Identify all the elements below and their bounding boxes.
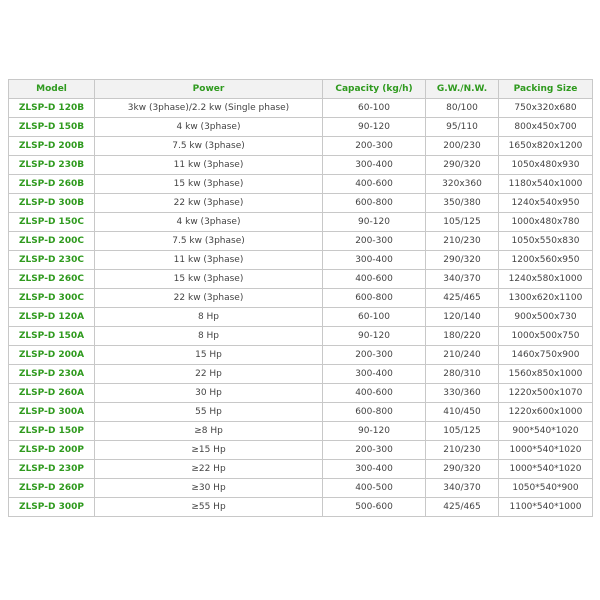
weight-cell: 290/320 <box>426 460 499 479</box>
table-row <box>9 441 593 460</box>
packing-size-cell: 1100*540*1000 <box>499 498 593 517</box>
power-cell: 22 kw (3phase) <box>95 289 323 308</box>
power-cell: 4 kw (3phase) <box>95 213 323 232</box>
model-cell: ZLSP-D 200C <box>9 232 95 251</box>
packing-size-cell: 1220x500x1070 <box>499 384 593 403</box>
capacity-cell: 400-600 <box>323 175 426 194</box>
header-capacity: Capacity (kg/h) <box>323 80 426 99</box>
model-cell: ZLSP-D 260B <box>9 175 95 194</box>
weight-cell: 210/230 <box>426 441 499 460</box>
weight-cell: 425/465 <box>426 498 499 517</box>
model-cell: ZLSP-D 230P <box>9 460 95 479</box>
table-row <box>9 156 593 175</box>
power-cell: 8 Hp <box>95 308 323 327</box>
model-cell: ZLSP-D 300C <box>9 289 95 308</box>
capacity-cell: 90-120 <box>323 213 426 232</box>
table-row <box>9 118 593 137</box>
power-cell: 55 Hp <box>95 403 323 422</box>
power-cell: ≥55 Hp <box>95 498 323 517</box>
header-model: Model <box>9 80 95 99</box>
weight-cell: 330/360 <box>426 384 499 403</box>
weight-cell: 350/380 <box>426 194 499 213</box>
weight-cell: 410/450 <box>426 403 499 422</box>
weight-cell: 210/240 <box>426 346 499 365</box>
model-cell: ZLSP-D 230C <box>9 251 95 270</box>
power-cell: 3kw (3phase)/2.2 kw (Single phase) <box>95 99 323 118</box>
packing-size-cell: 1460x750x900 <box>499 346 593 365</box>
packing-size-cell: 1050*540*900 <box>499 479 593 498</box>
model-cell: ZLSP-D 150P <box>9 422 95 441</box>
packing-size-cell: 1240x580x1000 <box>499 270 593 289</box>
weight-cell: 340/370 <box>426 479 499 498</box>
model-cell: ZLSP-D 260A <box>9 384 95 403</box>
power-cell: 15 kw (3phase) <box>95 175 323 194</box>
table-row <box>9 365 593 384</box>
power-cell: ≥8 Hp <box>95 422 323 441</box>
capacity-cell: 400-600 <box>323 270 426 289</box>
power-cell: 8 Hp <box>95 327 323 346</box>
header-weight: G.W./N.W. <box>426 80 499 99</box>
weight-cell: 105/125 <box>426 422 499 441</box>
table-row <box>9 346 593 365</box>
packing-size-cell: 1000x480x780 <box>499 213 593 232</box>
capacity-cell: 60-100 <box>323 308 426 327</box>
packing-size-cell: 1200x560x950 <box>499 251 593 270</box>
power-cell: 30 Hp <box>95 384 323 403</box>
weight-cell: 280/310 <box>426 365 499 384</box>
packing-size-cell: 1050x480x930 <box>499 156 593 175</box>
table-row <box>9 270 593 289</box>
table-row <box>9 460 593 479</box>
capacity-cell: 90-120 <box>323 422 426 441</box>
header-power: Power <box>95 80 323 99</box>
packing-size-cell: 1220x600x1000 <box>499 403 593 422</box>
packing-size-cell: 900x500x730 <box>499 308 593 327</box>
power-cell: 22 Hp <box>95 365 323 384</box>
power-cell: 4 kw (3phase) <box>95 118 323 137</box>
packing-size-cell: 1560x850x1000 <box>499 365 593 384</box>
table-row <box>9 384 593 403</box>
weight-cell: 80/100 <box>426 99 499 118</box>
spec-table <box>8 79 593 517</box>
model-cell: ZLSP-D 120A <box>9 308 95 327</box>
power-cell: 7.5 kw (3phase) <box>95 137 323 156</box>
power-cell: 15 Hp <box>95 346 323 365</box>
table-row <box>9 251 593 270</box>
capacity-cell: 300-400 <box>323 156 426 175</box>
capacity-cell: 600-800 <box>323 403 426 422</box>
table-row <box>9 289 593 308</box>
model-cell: ZLSP-D 300B <box>9 194 95 213</box>
model-cell: ZLSP-D 260P <box>9 479 95 498</box>
table-row <box>9 232 593 251</box>
packing-size-cell: 1300x620x1100 <box>499 289 593 308</box>
model-cell: ZLSP-D 230B <box>9 156 95 175</box>
packing-size-cell: 1050x550x830 <box>499 232 593 251</box>
capacity-cell: 200-300 <box>323 137 426 156</box>
table-row <box>9 422 593 441</box>
capacity-cell: 500-600 <box>323 498 426 517</box>
table-row <box>9 99 593 118</box>
packing-size-cell: 1000x500x750 <box>499 327 593 346</box>
model-cell: ZLSP-D 150A <box>9 327 95 346</box>
packing-size-cell: 1000*540*1020 <box>499 460 593 479</box>
model-cell: ZLSP-D 120B <box>9 99 95 118</box>
power-cell: 11 kw (3phase) <box>95 251 323 270</box>
model-cell: ZLSP-D 300P <box>9 498 95 517</box>
power-cell: 15 kw (3phase) <box>95 270 323 289</box>
packing-size-cell: 1180x540x1000 <box>499 175 593 194</box>
packing-size-cell: 800x450x700 <box>499 118 593 137</box>
capacity-cell: 600-800 <box>323 194 426 213</box>
packing-size-cell: 1240x540x950 <box>499 194 593 213</box>
weight-cell: 340/370 <box>426 270 499 289</box>
model-cell: ZLSP-D 200A <box>9 346 95 365</box>
weight-cell: 290/320 <box>426 251 499 270</box>
power-cell: ≥22 Hp <box>95 460 323 479</box>
capacity-cell: 300-400 <box>323 460 426 479</box>
capacity-cell: 90-120 <box>323 327 426 346</box>
weight-cell: 320x360 <box>426 175 499 194</box>
table-body <box>9 99 593 517</box>
weight-cell: 210/230 <box>426 232 499 251</box>
weight-cell: 120/140 <box>426 308 499 327</box>
table-row <box>9 194 593 213</box>
table-row <box>9 137 593 156</box>
packing-size-cell: 1000*540*1020 <box>499 441 593 460</box>
table-row <box>9 213 593 232</box>
model-cell: ZLSP-D 150B <box>9 118 95 137</box>
capacity-cell: 300-400 <box>323 251 426 270</box>
model-cell: ZLSP-D 200P <box>9 441 95 460</box>
model-cell: ZLSP-D 200B <box>9 137 95 156</box>
capacity-cell: 200-300 <box>323 346 426 365</box>
weight-cell: 105/125 <box>426 213 499 232</box>
model-cell: ZLSP-D 230A <box>9 365 95 384</box>
capacity-cell: 200-300 <box>323 441 426 460</box>
packing-size-cell: 1650x820x1200 <box>499 137 593 156</box>
weight-cell: 200/230 <box>426 137 499 156</box>
capacity-cell: 400-600 <box>323 384 426 403</box>
weight-cell: 95/110 <box>426 118 499 137</box>
table-row <box>9 498 593 517</box>
capacity-cell: 600-800 <box>323 289 426 308</box>
capacity-cell: 60-100 <box>323 99 426 118</box>
table-row <box>9 327 593 346</box>
model-cell: ZLSP-D 260C <box>9 270 95 289</box>
table-row <box>9 479 593 498</box>
header-packing-size: Packing Size <box>499 80 593 99</box>
table-header-row <box>9 80 593 99</box>
packing-size-cell: 750x320x680 <box>499 99 593 118</box>
weight-cell: 425/465 <box>426 289 499 308</box>
capacity-cell: 400-500 <box>323 479 426 498</box>
weight-cell: 180/220 <box>426 327 499 346</box>
table-row <box>9 175 593 194</box>
capacity-cell: 90-120 <box>323 118 426 137</box>
capacity-cell: 300-400 <box>323 365 426 384</box>
table-row <box>9 403 593 422</box>
power-cell: 22 kw (3phase) <box>95 194 323 213</box>
power-cell: 7.5 kw (3phase) <box>95 232 323 251</box>
weight-cell: 290/320 <box>426 156 499 175</box>
capacity-cell: 200-300 <box>323 232 426 251</box>
power-cell: 11 kw (3phase) <box>95 156 323 175</box>
power-cell: ≥15 Hp <box>95 441 323 460</box>
packing-size-cell: 900*540*1020 <box>499 422 593 441</box>
model-cell: ZLSP-D 300A <box>9 403 95 422</box>
power-cell: ≥30 Hp <box>95 479 323 498</box>
table-row <box>9 308 593 327</box>
model-cell: ZLSP-D 150C <box>9 213 95 232</box>
